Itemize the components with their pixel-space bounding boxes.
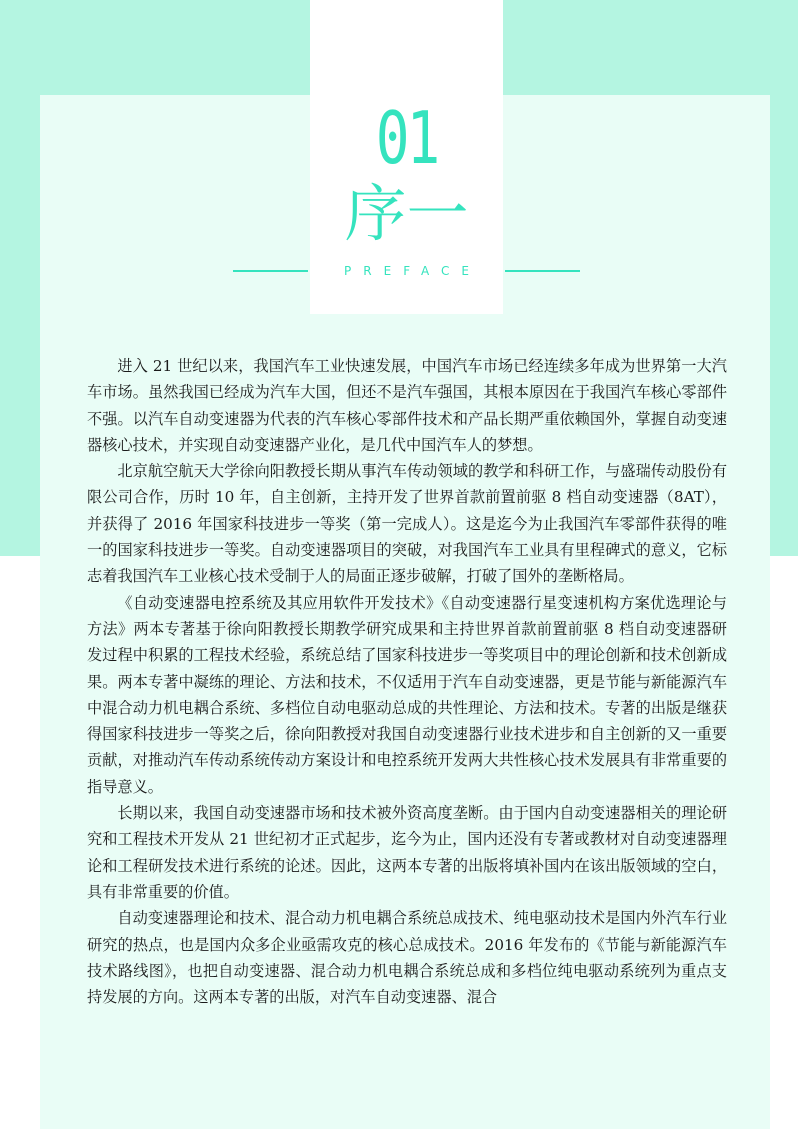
paragraph: 北京航空航天大学徐向阳教授长期从事汽车传动领域的教学和科研工作，与盛瑞传动股份有限公司合作，历时 10 年，自主创新，主持开发了世界首款前置前驱 8 档自动变速器（8AT），并获得了 2016 年国家科技进步一等奖（第一完成人）。这是迄今为止我国汽车零部件获得的唯一的国家科技进步一等奖。自动变速器项目的突破，对我国汽车工业具有里程碑式的意义，它标志着我国汽车工业核心技术受制于人的局面正逐步破解，打破了国外的垄断格局。 xyxy=(87,462,727,586)
divider-right xyxy=(505,270,580,272)
preface-body xyxy=(87,353,727,1010)
chapter-title: 序一 xyxy=(344,177,469,250)
divider-left xyxy=(233,270,308,272)
paragraph: 进入 21 世纪以来，我国汽车工业快速发展，中国汽车市场已经连续多年成为世界第一大汽车市场。虽然我国已经成为汽车大国，但还不是汽车强国，其根本原因在于我国汽车核心零部件不强。以汽车自动变速器为代表的汽车核心零部件技术和产品长期严重依赖国外，掌握自动变速器核心技术，并实现自动变速器产业化，是几代中国汽车人的梦想。 xyxy=(87,357,727,454)
chapter-number: 01 xyxy=(375,96,438,180)
paragraph: 长期以来，我国自动变速器市场和技术被外资高度垄断。由于国内自动变速器相关的理论研究和工程技术开发从 21 世纪初才正式起步，迄今为止，国内还没有专著或教材对自动变速器理论和工程研发技术进行系统的论述。因此，这两本专著的出版将填补国内在该出版领域的空白，具有非常重要的价值。 xyxy=(87,804,727,901)
preface-label: PREFACE xyxy=(344,264,481,278)
paragraph: 自动变速器理论和技术、混合动力机电耦合系统总成技术、纯电驱动技术是国内外汽车行业研究的热点，也是国内众多企业亟需攻克的核心总成技术。2016 年发布的《节能与新能源汽车技术路线图》，也把自动变速器、混合动力机电耦合系统总成和多档位纯电驱动系统列为重点支持发展的方向。这两本专著的出版，对汽车自动变速器、混合 xyxy=(87,909,727,1007)
paragraph: 《自动变速器电控系统及其应用软件开发技术》《自动变速器行星变速机构方案优选理论与方法》两本专著基于徐向阳教授长期教学研究成果和主持世界首款前置前驱 8 档自动变速器研发过程中积累的工程技术经验，系统总结了国家科技进步一等奖项目中的理论创新和技术创新成果。两本专著中凝练的理论、方法和技术，不仅适用于汽车自动变速器，更是节能与新能源汽车中混合动力机电耦合系统、多档位自动电驱动总成的共性理论、方法和技术。专著的出版是继获得国家科技进步一等奖之后，徐向阳教授对我国自动变速器行业技术进步和自主创新的又一重要贡献，对推动汽车传动系统传动方案设计和电控系统开发两大共性核心技术发展具有非常重要的指导意义。 xyxy=(87,593,727,796)
